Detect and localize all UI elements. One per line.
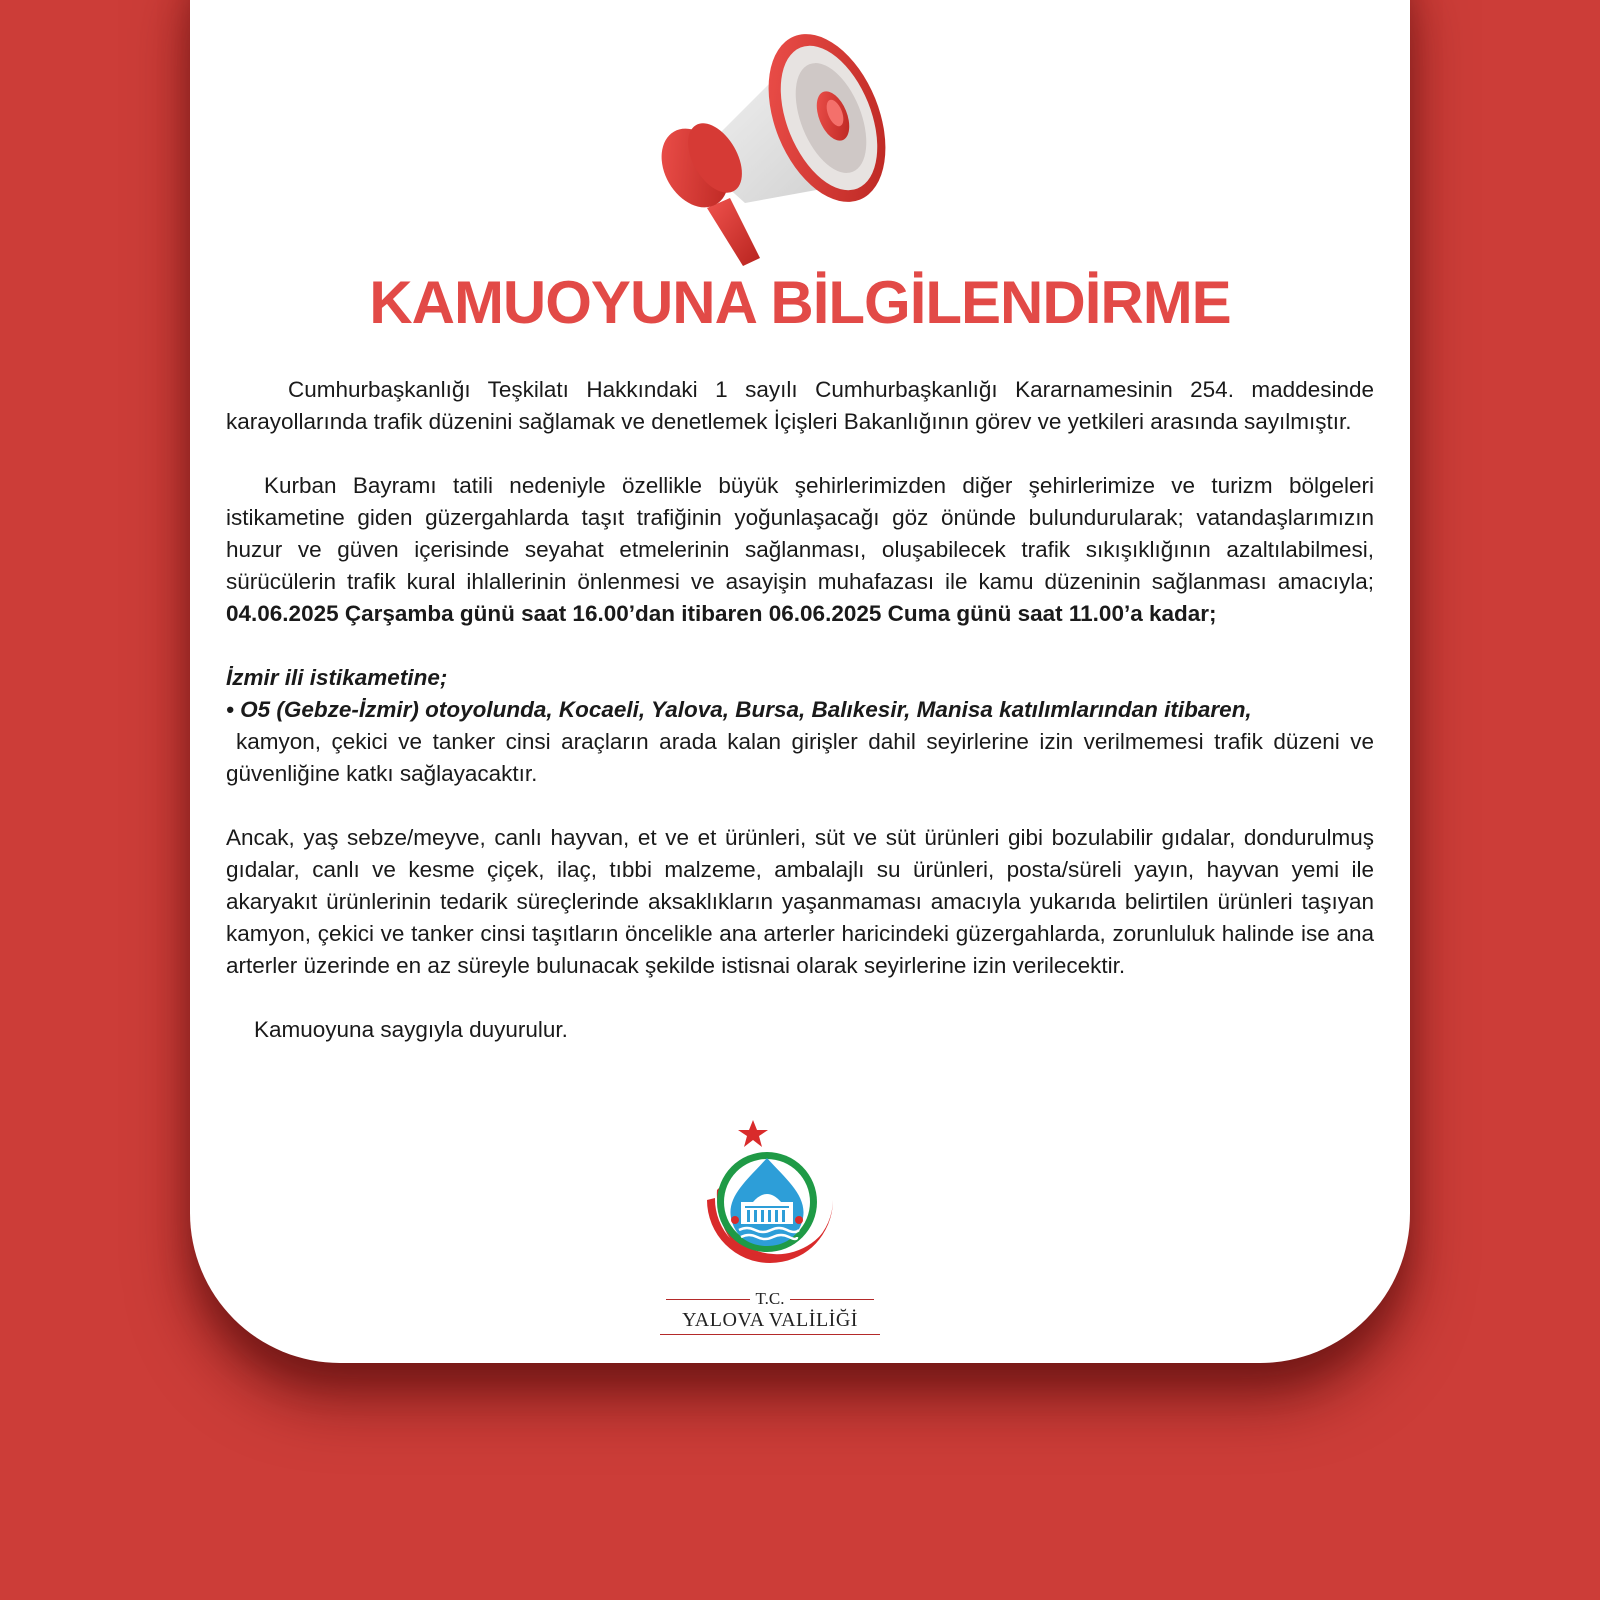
- megaphone-icon: [655, 18, 925, 278]
- announcement-body: [226, 374, 1374, 1046]
- closing-text: Kamuoyuna saygıyla duyurulur.: [254, 1017, 568, 1042]
- org-name: YALOVA VALİLİĞİ: [682, 1309, 858, 1331]
- route-bullet: • O5 (Gebze-İzmir) otoyolunda, Kocaeli, Yalova, Bursa, Balıkesir, Manisa katılımlarından itibaren,: [226, 697, 1252, 722]
- org-prefix-row: [660, 1290, 880, 1308]
- paragraph-reason: [226, 470, 1374, 630]
- section-heading: İzmir ili istikametine;: [226, 665, 448, 690]
- org-prefix: T.C.: [755, 1289, 785, 1308]
- paragraph-exceptions: Ancak, yaş sebze/meyve, canlı hayvan, et ve et ürünleri, süt ve süt ürünleri gibi bozulabilir gıdalar, dondurulmuş gıdalar, canlı ve kesme çiçek, ilaç, tıbbi malzeme, ambalajlı su ürünleri, posta/süreli yayın, hayvan yemi ile akaryakıt ürünlerinin tedarik süreçlerinde aksaklıkların yaşanmaması amacıyla yukarıda belirtilen ürünleri taşıyan kamyon, çekici ve tanker cinsi taşıtların öncelikle ana arterler haricindeki güzergahlarda, zorunluluk halinde ise ana arterler üzerinde en az süreyle bulunacak şekilde istisnai olarak seyirlerine izin verilecektir.: [226, 825, 1374, 978]
- paragraph-reason-text: Kurban Bayramı tatili nedeniyle özellikle büyük şehirlerimizden diğer şehirlerimize ve turizm bölgeleri istikametine giden güzergahlarda taşıt trafiğinin yoğunlaşacağı göz önünde bulundurularak; vatandaşlarımızın huzur ve güven içerisinde seyahat etmelerinin sağlanması, oluşabilecek trafik sıkışıklığının azaltılabilmesi, sürücülerin trafik kural ihlallerinin önlenmesi ve asayişin muhafazası ile kamu düzeninin sağlanması amacıyla;: [226, 473, 1374, 594]
- divider-right: [790, 1299, 874, 1300]
- divider-left: [666, 1299, 750, 1300]
- yalova-valiligi-emblem: [695, 1120, 845, 1285]
- paragraph-legal-basis: Cumhurbaşkanlığı Teşkilatı Hakkındaki 1 sayılı Cumhurbaşkanlığı Kararnamesinin 254. maddesinde karayollarında trafik düzenini sağlamak ve denetlemek İçişleri Bakanlığının görev ve yetkileri arasında sayılmıştır.: [226, 377, 1374, 434]
- page-title: KAMUOYUNA BİLGİLENDİRME: [369, 269, 1231, 336]
- route-restriction: kamyon, çekici ve tanker cinsi araçların arada kalan girişler dahil seyirlerine izin verilmemesi trafik düzeni ve güvenliğine katkı sağlayacaktır.: [226, 729, 1374, 786]
- date-range: 04.06.2025 Çarşamba günü saat 16.00’dan itibaren 06.06.2025 Cuma günü saat 11.00’a kadar;: [226, 601, 1217, 626]
- organization-signature: [660, 1290, 880, 1335]
- org-underline: [660, 1334, 880, 1335]
